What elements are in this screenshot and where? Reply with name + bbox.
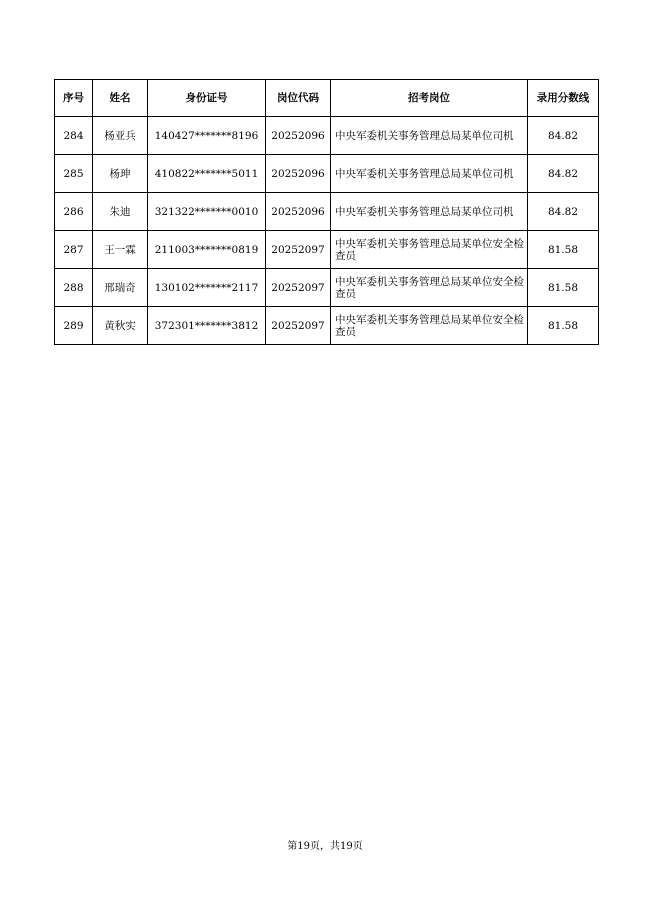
cell-name: 朱迪 [93, 193, 148, 231]
cell-post: 中央军委机关事务管理总局某单位安全检查员 [331, 307, 528, 345]
cell-score: 84.82 [528, 117, 599, 155]
cell-name: 邢瑞奇 [93, 269, 148, 307]
header-seq: 序号 [55, 80, 93, 117]
cell-seq: 287 [55, 231, 93, 269]
table-row [55, 231, 599, 269]
header-id: 身份证号 [148, 80, 266, 117]
cell-score: 84.82 [528, 193, 599, 231]
cell-score: 81.58 [528, 307, 599, 345]
cell-seq: 285 [55, 155, 93, 193]
cell-post-code: 20252096 [266, 155, 331, 193]
cell-post: 中央军委机关事务管理总局某单位安全检查员 [331, 231, 528, 269]
cell-seq: 288 [55, 269, 93, 307]
cell-post-code: 20252097 [266, 307, 331, 345]
cell-seq: 286 [55, 193, 93, 231]
table-row [55, 307, 599, 345]
cell-name: 杨珅 [93, 155, 148, 193]
cell-seq: 289 [55, 307, 93, 345]
table-row [55, 193, 599, 231]
cell-post: 中央军委机关事务管理总局某单位司机 [331, 155, 528, 193]
cell-post-code: 20252096 [266, 193, 331, 231]
cell-id: 211003*******0819 [148, 231, 266, 269]
page-footer: 第19页，共19页 [287, 841, 363, 852]
header-post-code: 岗位代码 [266, 80, 331, 117]
cell-post-code: 20252096 [266, 117, 331, 155]
header-score: 录用分数线 [528, 80, 599, 117]
cell-post-code: 20252097 [266, 269, 331, 307]
cell-id: 140427*******8196 [148, 117, 266, 155]
table-header-row [55, 80, 599, 117]
table-row [55, 269, 599, 307]
cell-id: 372301*******3812 [148, 307, 266, 345]
cell-post: 中央军委机关事务管理总局某单位安全检查员 [331, 269, 528, 307]
header-post: 招考岗位 [331, 80, 528, 117]
header-name: 姓名 [93, 80, 148, 117]
cell-score: 81.58 [528, 231, 599, 269]
cell-score: 81.58 [528, 269, 599, 307]
cell-score: 84.82 [528, 155, 599, 193]
cell-post: 中央军委机关事务管理总局某单位司机 [331, 117, 528, 155]
cell-id: 130102*******2117 [148, 269, 266, 307]
cell-name: 黄秋实 [93, 307, 148, 345]
cell-id: 321322*******0010 [148, 193, 266, 231]
results-table [54, 79, 599, 345]
cell-post-code: 20252097 [266, 231, 331, 269]
cell-id: 410822*******5011 [148, 155, 266, 193]
cell-post: 中央军委机关事务管理总局某单位司机 [331, 193, 528, 231]
table-row [55, 155, 599, 193]
cell-seq: 284 [55, 117, 93, 155]
table-row [55, 117, 599, 155]
cell-name: 王一霖 [93, 231, 148, 269]
cell-name: 杨亚兵 [93, 117, 148, 155]
